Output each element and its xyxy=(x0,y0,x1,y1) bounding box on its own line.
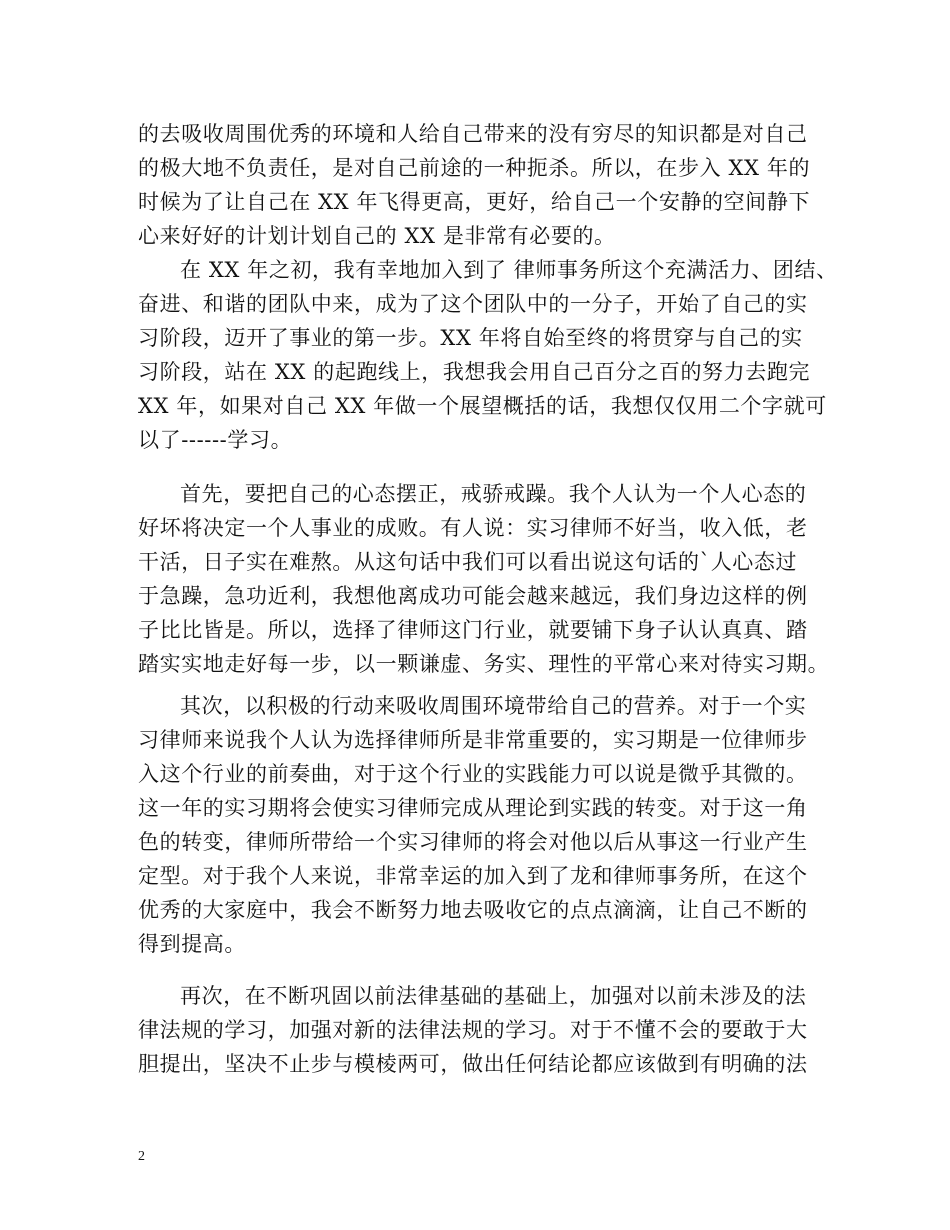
text-line: 定型。对于我个人来说，非常幸运的加入到了龙和律师事务所，在这个 xyxy=(138,864,808,888)
text-line: 习阶段，站在 XX 的起跑线上，我想我会用自己百分之百的努力去跑完 xyxy=(138,360,811,384)
text-line: 好坏将决定一个人事业的成败。有人说：实习律师不好当，收入低，老 xyxy=(138,516,808,540)
text-line: XX 年，如果对自己 XX 年做一个展望概括的话，我想仅仅用二个字就可 xyxy=(138,394,827,418)
text-line: 心来好好的计划计划自己的 XX 是非常有必要的。 xyxy=(138,224,616,248)
text-line: 得到提高。 xyxy=(138,932,246,956)
text-line: 踏实实地走好每一步，以一颗谦虚、务实、理性的平常心来对待实习期。 xyxy=(138,652,830,676)
text-line: 习阶段，迈开了事业的第一步。XX 年将自始至终的将贯穿与自己的实 xyxy=(138,326,803,350)
text-line: 习律师来说我个人认为选择律师所是非常重要的，实习期是一位律师步 xyxy=(138,728,808,752)
text-line: 胆提出，坚决不止步与模棱两可，做出任何结论都应该做到有明确的法 xyxy=(138,1052,808,1076)
text-line: 于急躁，急功近利，我想他离成功可能会越来越远，我们身边这样的例 xyxy=(138,584,808,608)
paragraph-start-line: 首先，要把自己的心态摆正，戒骄戒躁。我个人认为一个人心态的 xyxy=(180,482,807,506)
page-number: 2 xyxy=(138,1149,145,1164)
text-line: 的极大地不负责任，是对自己前途的一种扼杀。所以，在步入 XX 年的 xyxy=(138,156,811,180)
paragraph-start-line: 在 XX 年之初，我有幸地加入到了 律师事务所这个充满活力、团结、 xyxy=(180,258,838,282)
text-line: 色的转变，律师所带给一个实习律师的将会对他以后从事这一行业产生 xyxy=(138,830,808,854)
text-line: 子比比皆是。所以，选择了律师这门行业，就要铺下身子认认真真、踏 xyxy=(138,618,808,642)
text-line: 入这个行业的前奏曲，对于这个行业的实践能力可以说是微乎其微的。 xyxy=(138,762,808,786)
text-line: 时候为了让自己在 XX 年飞得更高，更好，给自己一个安静的空间静下 xyxy=(138,190,811,214)
text-line: 干活，日子实在难熬。从这句话中我们可以看出说这句话的`人心态过 xyxy=(138,550,798,574)
paragraph-start-line: 其次，以积极的行动来吸收周围环境带给自己的营养。对于一个实 xyxy=(180,694,807,718)
text-line: 律法规的学习，加强对新的法律法规的学习。对于不懂不会的要敢于大 xyxy=(138,1018,808,1042)
text-line: 以了------学习。 xyxy=(138,428,293,452)
text-line: 优秀的大家庭中，我会不断努力地去吸收它的点点滴滴，让自己不断的 xyxy=(138,898,808,922)
text-line: 的去吸收周围优秀的环境和人给自己带来的没有穷尽的知识都是对自己 xyxy=(138,122,808,146)
paragraph-start-line: 再次，在不断巩固以前法律基础的基础上，加强对以前未涉及的法 xyxy=(180,984,807,1008)
text-line: 奋进、和谐的团队中来，成为了这个团队中的一分子，开始了自己的实 xyxy=(138,292,808,316)
text-line: 这一年的实习期将会使实习律师完成从理论到实践的转变。对于这一角 xyxy=(138,796,808,820)
